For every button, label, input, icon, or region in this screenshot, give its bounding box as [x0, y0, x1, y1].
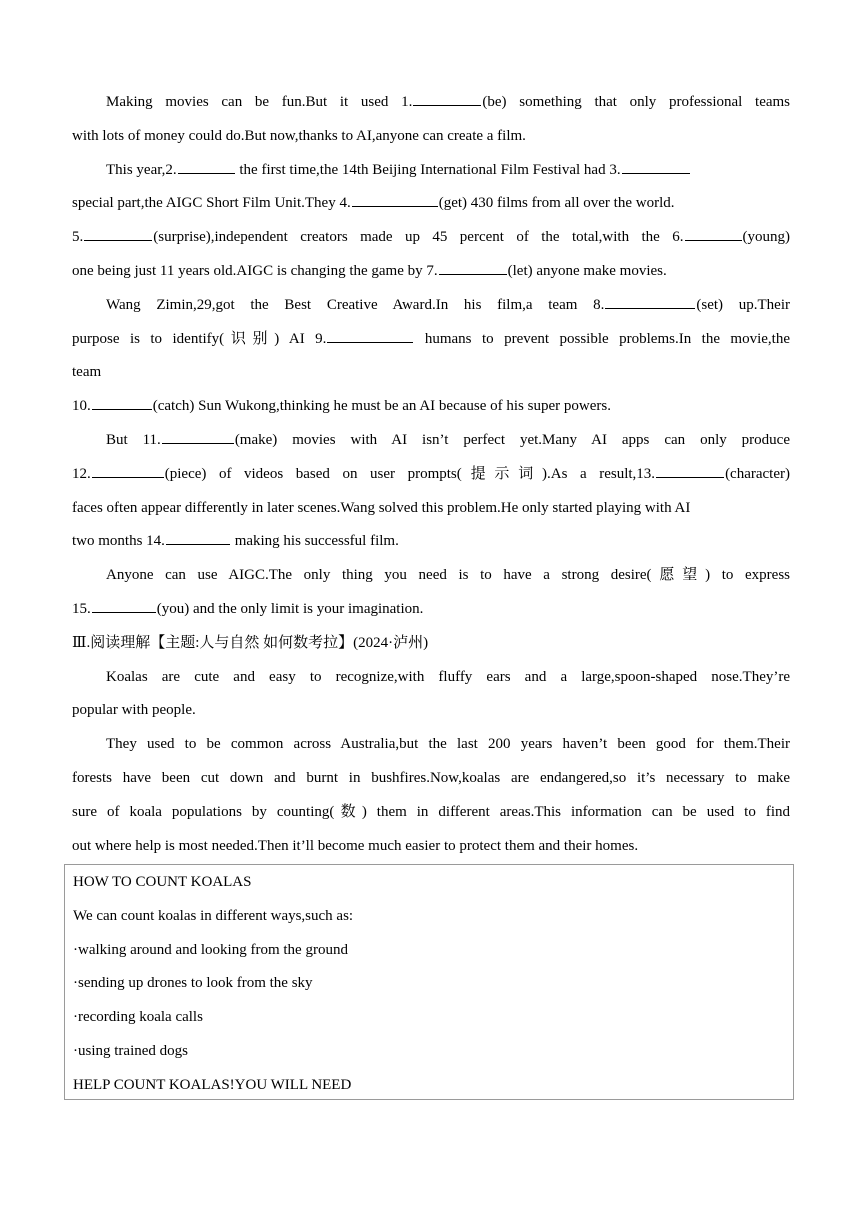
passage-line: Wang Zimin,29,got the Best Creative Award.In his film,a team 8. (set) up.Their — [72, 289, 790, 323]
passage-line: 15. (you) and the only limit is your imagination. — [72, 593, 790, 627]
blank-2[interactable] — [178, 157, 235, 174]
box-intro: We can count koalas in different ways,such as: — [73, 907, 354, 924]
passage-line: But 11. (make) movies with AI isn’t perfect yet.Many AI apps can only produce — [72, 424, 790, 458]
passage-line: with lots of money could do.But now,thanks to AI,anyone can create a film. — [72, 127, 526, 144]
blank-9[interactable] — [327, 326, 413, 343]
blank-15[interactable] — [92, 596, 156, 613]
blank-5[interactable] — [84, 224, 152, 241]
passage-line: out where help is most needed.Then it’ll become much easier to protect them and their homes. — [72, 837, 639, 854]
box-footer: HELP COUNT KOALAS!YOU WILL NEED — [73, 1076, 352, 1093]
passage-line: sure of koala populations by counting(数) them in different areas.This information can be used to find — [72, 803, 790, 820]
box-list-item: ·using trained dogs — [73, 1042, 188, 1059]
passage-line: This year,2. the first time,the 14th Beijing International Film Festival had 3. — [72, 154, 790, 188]
blank-12[interactable] — [92, 461, 164, 478]
passage-line: Anyone can use AIGC.The only thing you need is to have a strong desire(愿望) to express — [106, 567, 790, 584]
blank-3[interactable] — [622, 157, 690, 174]
blank-1[interactable] — [413, 89, 481, 106]
blank-7[interactable] — [439, 258, 507, 275]
blank-11[interactable] — [162, 427, 234, 444]
passage-line: one being just 11 years old.AIGC is changing the game by 7. (let) anyone make movies. — [72, 255, 790, 289]
box-list-item: ·recording koala calls — [73, 1009, 203, 1026]
blank-14[interactable] — [166, 528, 230, 545]
cloze-passage — [72, 86, 790, 863]
passage-line: two months 14. making his successful film. — [72, 525, 790, 559]
blank-8[interactable] — [605, 292, 695, 309]
blank-10[interactable] — [92, 393, 152, 410]
passage-line: special part,the AIGC Short Film Unit.They 4. (get) 430 films from all over the world. — [72, 187, 790, 221]
passage-line: 12. (piece) of videos based on user prompts(提示词).As a result,13. (character) — [72, 458, 790, 492]
passage-line: faces often appear differently in later scenes.Wang solved this problem.He only started playing with AI — [72, 499, 691, 516]
section-heading: Ⅲ.阅读理解【主题:人与自然 如何数考拉】(2024·泸州) — [72, 634, 429, 651]
blank-6[interactable] — [685, 224, 742, 241]
passage-line: forests have been cut down and burnt in bushfires.Now,koalas are endangered,so it’s necessary to make — [72, 769, 790, 786]
passage-line: Making movies can be fun.But it used 1. (be) something that only professional teams — [72, 86, 790, 120]
koala-info-box — [64, 864, 794, 1100]
passage-line: purpose is to identify(识别) AI 9. humans to prevent possible problems.In the movie,the — [72, 323, 790, 357]
passage-line: 5. (surprise),independent creators made up 45 percent of the total,with the 6. (young) — [72, 221, 790, 255]
passage-line: team — [72, 364, 102, 381]
passage-line: They used to be common across Australia,but the last 200 years haven’t been good for them.Their — [106, 736, 790, 753]
passage-line: Koalas are cute and easy to recognize,with fluffy ears and a large,spoon-shaped nose.They’re — [106, 668, 790, 685]
passage-line: 10. (catch) Sun Wukong,thinking he must be an AI because of his super powers. — [72, 390, 790, 424]
box-list-item: ·sending up drones to look from the sky — [73, 975, 313, 992]
blank-13[interactable] — [656, 461, 724, 478]
passage-line: popular with people. — [72, 702, 196, 719]
box-title: HOW TO COUNT KOALAS — [73, 874, 252, 890]
box-list-item: ·walking around and looking from the ground — [73, 941, 348, 958]
blank-4[interactable] — [352, 190, 438, 207]
